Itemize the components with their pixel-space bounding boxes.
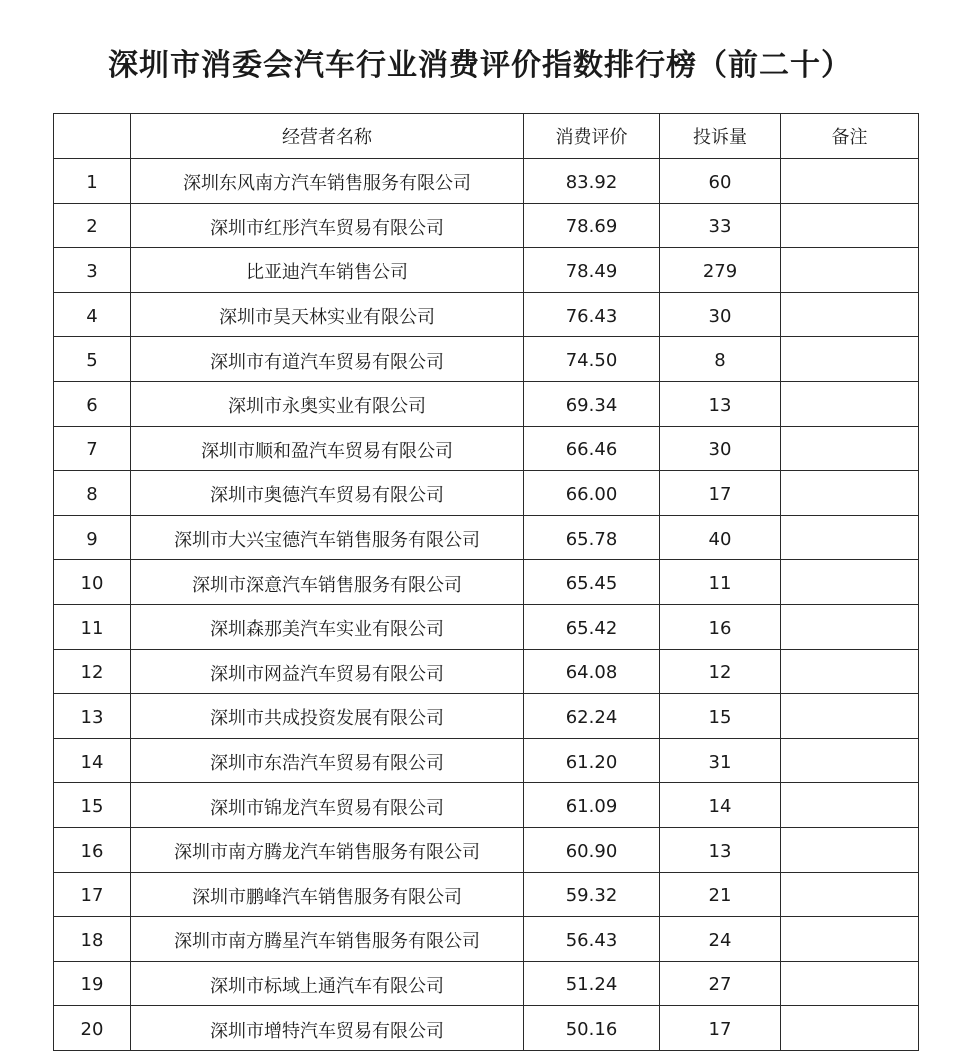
rating-cell: 76.43	[524, 292, 660, 337]
rating-cell: 51.24	[524, 961, 660, 1006]
remarks-cell	[781, 783, 919, 828]
remarks-cell	[781, 426, 919, 471]
table-row	[54, 292, 919, 337]
table-row	[54, 783, 919, 828]
complaints-cell: 12	[660, 649, 781, 694]
complaints-cell: 13	[660, 827, 781, 872]
table-row	[54, 560, 919, 605]
remarks-cell	[781, 471, 919, 516]
operator-name-cell: 深圳市锦龙汽车贸易有限公司	[131, 783, 524, 828]
header-consumer-rating: 消费评价	[524, 114, 660, 159]
rank-cell: 6	[54, 381, 131, 426]
complaints-cell: 30	[660, 292, 781, 337]
rating-cell: 65.42	[524, 604, 660, 649]
remarks-cell	[781, 159, 919, 204]
operator-name-cell: 深圳东风南方汽车销售服务有限公司	[131, 159, 524, 204]
rank-cell: 17	[54, 872, 131, 917]
rank-cell: 18	[54, 917, 131, 962]
table-row	[54, 159, 919, 204]
rank-cell: 8	[54, 471, 131, 516]
operator-name-cell: 深圳市大兴宝德汽车销售服务有限公司	[131, 515, 524, 560]
remarks-cell	[781, 337, 919, 382]
rank-cell: 3	[54, 248, 131, 293]
operator-name-cell: 深圳市永奥实业有限公司	[131, 381, 524, 426]
operator-name-cell: 深圳市深意汽车销售服务有限公司	[131, 560, 524, 605]
page-title: 深圳市消委会汽车行业消费评价指数排行榜（前二十）	[108, 48, 852, 83]
rating-cell: 61.20	[524, 738, 660, 783]
remarks-cell	[781, 515, 919, 560]
operator-name-cell: 深圳市昊天林实业有限公司	[131, 292, 524, 337]
remarks-cell	[781, 961, 919, 1006]
complaints-cell: 33	[660, 203, 781, 248]
rank-cell: 11	[54, 604, 131, 649]
table-row	[54, 203, 919, 248]
rank-cell: 7	[54, 426, 131, 471]
rating-cell: 66.46	[524, 426, 660, 471]
complaints-cell: 16	[660, 604, 781, 649]
rating-cell: 65.45	[524, 560, 660, 605]
rank-cell: 15	[54, 783, 131, 828]
header-rank	[54, 114, 131, 159]
table-row	[54, 917, 919, 962]
rank-cell: 9	[54, 515, 131, 560]
operator-name-cell: 深圳市东浩汽车贸易有限公司	[131, 738, 524, 783]
complaints-cell: 15	[660, 694, 781, 739]
remarks-cell	[781, 203, 919, 248]
complaints-cell: 40	[660, 515, 781, 560]
operator-name-cell: 深圳市共成投资发展有限公司	[131, 694, 524, 739]
rank-cell: 13	[54, 694, 131, 739]
remarks-cell	[781, 381, 919, 426]
rank-cell: 1	[54, 159, 131, 204]
header-remarks: 备注	[781, 114, 919, 159]
remarks-cell	[781, 872, 919, 917]
complaints-cell: 279	[660, 248, 781, 293]
rating-cell: 66.00	[524, 471, 660, 516]
complaints-cell: 21	[660, 872, 781, 917]
rating-cell: 61.09	[524, 783, 660, 828]
rank-cell: 4	[54, 292, 131, 337]
rating-cell: 59.32	[524, 872, 660, 917]
rank-cell: 16	[54, 827, 131, 872]
complaints-cell: 17	[660, 471, 781, 516]
operator-name-cell: 深圳市南方腾星汽车销售服务有限公司	[131, 917, 524, 962]
rank-cell: 5	[54, 337, 131, 382]
table-row	[54, 426, 919, 471]
complaints-cell: 8	[660, 337, 781, 382]
rating-cell: 60.90	[524, 827, 660, 872]
table-row	[54, 515, 919, 560]
remarks-cell	[781, 917, 919, 962]
rating-cell: 56.43	[524, 917, 660, 962]
remarks-cell	[781, 248, 919, 293]
header-complaint-count: 投诉量	[660, 114, 781, 159]
remarks-cell	[781, 292, 919, 337]
table-row	[54, 1006, 919, 1051]
rank-cell: 19	[54, 961, 131, 1006]
operator-name-cell: 深圳市南方腾龙汽车销售服务有限公司	[131, 827, 524, 872]
complaints-cell: 14	[660, 783, 781, 828]
rank-cell: 12	[54, 649, 131, 694]
rank-cell: 14	[54, 738, 131, 783]
rating-cell: 69.34	[524, 381, 660, 426]
complaints-cell: 31	[660, 738, 781, 783]
table-row	[54, 827, 919, 872]
table-body	[54, 159, 919, 1051]
operator-name-cell: 比亚迪汽车销售公司	[131, 248, 524, 293]
remarks-cell	[781, 560, 919, 605]
rank-cell: 2	[54, 203, 131, 248]
ranking-table	[53, 113, 919, 1051]
rating-cell: 74.50	[524, 337, 660, 382]
rating-cell: 83.92	[524, 159, 660, 204]
rating-cell: 65.78	[524, 515, 660, 560]
complaints-cell: 11	[660, 560, 781, 605]
table-row	[54, 381, 919, 426]
complaints-cell: 60	[660, 159, 781, 204]
table-row	[54, 872, 919, 917]
remarks-cell	[781, 1006, 919, 1051]
remarks-cell	[781, 827, 919, 872]
complaints-cell: 27	[660, 961, 781, 1006]
remarks-cell	[781, 604, 919, 649]
operator-name-cell: 深圳市有道汽车贸易有限公司	[131, 337, 524, 382]
operator-name-cell: 深圳市鹏峰汽车销售服务有限公司	[131, 872, 524, 917]
complaints-cell: 17	[660, 1006, 781, 1051]
complaints-cell: 13	[660, 381, 781, 426]
table-row	[54, 738, 919, 783]
rating-cell: 64.08	[524, 649, 660, 694]
complaints-cell: 30	[660, 426, 781, 471]
table-row	[54, 604, 919, 649]
rating-cell: 62.24	[524, 694, 660, 739]
table-row	[54, 337, 919, 382]
operator-name-cell: 深圳市奥德汽车贸易有限公司	[131, 471, 524, 516]
operator-name-cell: 深圳市红彤汽车贸易有限公司	[131, 203, 524, 248]
rank-cell: 10	[54, 560, 131, 605]
table-row	[54, 471, 919, 516]
rating-cell: 78.49	[524, 248, 660, 293]
operator-name-cell: 深圳市标域上通汽车有限公司	[131, 961, 524, 1006]
remarks-cell	[781, 649, 919, 694]
rank-cell: 20	[54, 1006, 131, 1051]
operator-name-cell: 深圳市顺和盈汽车贸易有限公司	[131, 426, 524, 471]
remarks-cell	[781, 694, 919, 739]
operator-name-cell: 深圳市增特汽车贸易有限公司	[131, 1006, 524, 1051]
table-row	[54, 694, 919, 739]
table-row	[54, 961, 919, 1006]
remarks-cell	[781, 738, 919, 783]
operator-name-cell: 深圳市网益汽车贸易有限公司	[131, 649, 524, 694]
table-header-row	[54, 114, 919, 159]
complaints-cell: 24	[660, 917, 781, 962]
table-row	[54, 248, 919, 293]
header-operator-name: 经营者名称	[131, 114, 524, 159]
table-row	[54, 649, 919, 694]
operator-name-cell: 深圳森那美汽车实业有限公司	[131, 604, 524, 649]
rating-cell: 50.16	[524, 1006, 660, 1051]
rating-cell: 78.69	[524, 203, 660, 248]
